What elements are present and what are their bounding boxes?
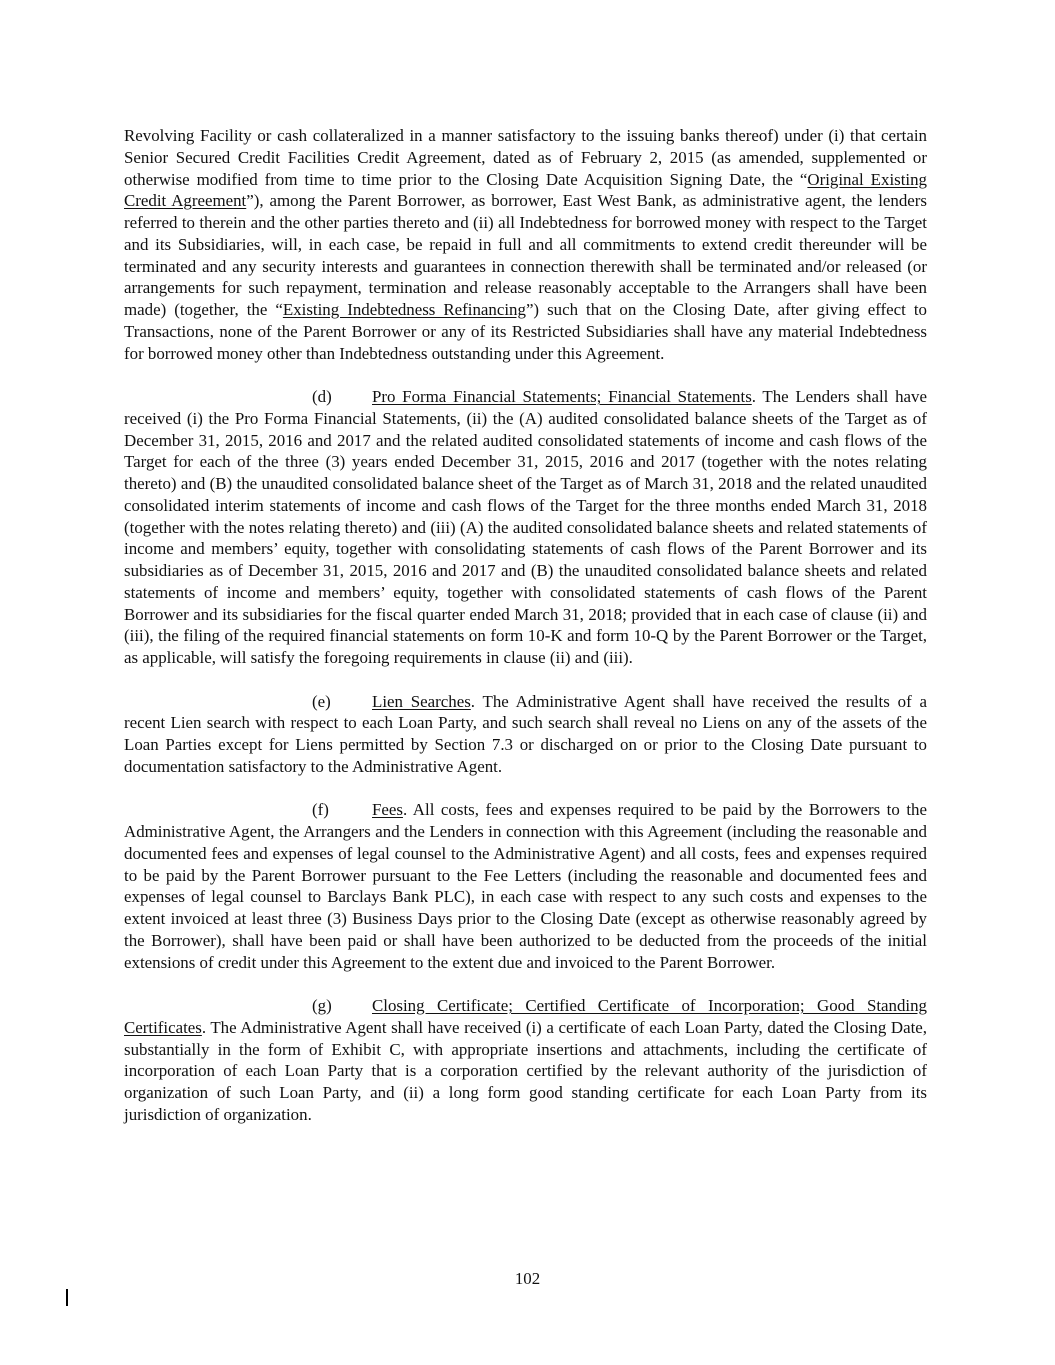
section-d-body: . The Lenders shall have received (i) the Pro Forma Financial Statements, (ii) the (A) audited consolidated balance sheets of the Target as of December 31, 2015, 2016 and 2017 and the related audited consolidated statements of income and cash flows of the Target for each of the three (3) years ended December 31, 2015, 2016 and 2017 (together with the notes relating thereto) and (B) the unaudited consolidated balance sheet of the Target as of March 31, 2018 and the related unaudited consolidated interim statements of income and cash flows of the Target for the three months ended March 31, 2018 (together with the notes relating thereto) and (iii) (A) the audited consolidated balance sheets and related statements of income and members’ equity, together with consolidating statements of cash flows of the Parent Borrower and its subsidiaries as of December 31, 2015, 2016 and 2017 and (B) the unaudited consolidated balance sheets and related statements of income and members’ equity, together with consolidated statements of cash flows of the Parent Borrower and its subsidiaries for the fiscal quarter ended March 31, 2018; provided that in each case of clause (ii) and (iii), the filing of the required financial statements on form 10-K and form 10-Q by the Parent Borrower or the Target, as applicable, will satisfy the foregoing requirements in clause (ii) and (iii). — [124, 387, 927, 667]
intro-paragraph — [124, 125, 927, 364]
section-g-heading: Closing Certificate; Certified Certificate of Incorporation; Good Standing Certificates — [124, 996, 927, 1037]
section-f-body: . All costs, fees and expenses required to be paid by the Borrowers to the Administrative Agent, the Arrangers and the Lenders in connection with this Agreement (including the reasonable and documented fees and expenses of legal counsel to the Administrative Agent) and all costs, fees and expenses required to be paid by the Parent Borrower pursuant to the Fee Letters (including the reasonable and documented fees and expenses of legal counsel to Barclays Bank PLC), in each case with respect to any such costs and expenses to the extent invoiced at least three (3) Business Days prior to the Closing Date (except as otherwise reasonably agreed by the Borrower), shall have been paid or shall have been authorized to be deducted from the proceeds of the initial extensions of credit under this Agreement to the extent due and invoiced to the Parent Borrower. — [124, 800, 927, 972]
section-f-heading: Fees — [372, 800, 403, 820]
section-d-heading: Pro Forma Financial Statements; Financial Statements — [372, 387, 752, 406]
intro-text-1: Revolving Facility or cash collateralized in a manner satisfactory to the issuing banks thereof) under (i) that certain Senior Secured Credit Facilities Credit Agreement, dated as of February 2, 2015 (as amended, supplemented or otherwise modified from time to time prior to the Closing Date Acquisition Signing Date, the “ — [124, 126, 927, 189]
revision-bar — [66, 1289, 68, 1306]
section-f-label: (f) — [312, 800, 329, 820]
section-e-label: (e) — [312, 691, 331, 711]
section-e-paragraph — [124, 691, 927, 778]
section-e-heading: Lien Searches — [372, 691, 471, 711]
section-g-body: . The Administrative Agent shall have received (i) a certificate of each Loan Party, dated the Closing Date, substantially in the form of Exhibit C, with appropriate insertions and attachments, including the certificate of incorporation of each Loan Party that is a corporation certified by the relevant authority of the jurisdiction of organization of such Loan Party, and (ii) a long form good standing certificate for each Loan Party from its jurisdiction of organization. — [124, 1017, 927, 1124]
section-g-paragraph — [124, 995, 927, 1126]
section-d-label: (d) — [312, 387, 332, 406]
intro-text-2: ”), among the Parent Borrower, as borrower, East West Bank, as administrative agent, the lenders referred to therein and the other parties thereto and (ii) all Indebtedness for borrowed money with respect to the Target and its Subsidiaries, will, in each case, be repaid in full and all commitments to extend credit thereunder will be terminated and any security interests and guarantees in connection therewith shall be terminated and/or released (or arrangements for such repayment, termination and release reasonably acceptable to the Arrangers shall have been made) (together, the “ — [124, 191, 927, 319]
page-number: 102 — [514, 1269, 541, 1288]
intro-text-3: ”) such that on the Closing Date, after giving effect to Transactions, none of the Parent Borrower or any of its Restricted Subsidiaries shall have any material Indebtedness for borrowed money other than Indebtedness outstanding under this Agreement. — [124, 300, 928, 363]
section-f-paragraph — [124, 799, 927, 973]
defined-term-original-existing-credit-agreement: Original Existing Credit Agreement — [124, 169, 927, 211]
section-e-body: . The Administrative Agent shall have received the results of a recent Lien search with respect to each Loan Party, and such search shall reveal no Liens on any of the assets of the Loan Parties except for Liens permitted by Section 7.3 or discharged on or prior to the Closing Date pursuant to documentation satisfactory to the Administrative Agent. — [124, 691, 927, 776]
section-g-label: (g) — [312, 996, 332, 1015]
defined-term-existing-indebtedness-refinancing: Existing Indebtedness Refinancing — [282, 300, 526, 319]
section-d-paragraph — [124, 386, 927, 669]
document-page — [124, 125, 927, 1147]
